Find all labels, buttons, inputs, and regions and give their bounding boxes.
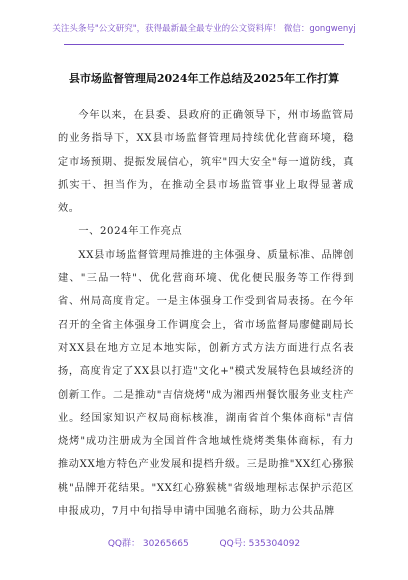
footer-qq-number: QQ号: 535304092 xyxy=(219,539,301,549)
paragraph-highlights: XX县市场监督管理局推进的主体强身、质量标准、品牌创建、"三品一特"、优化营商环境、优化便民服务等工作得到省、州局高度肯定。一是主体强身工作受到省局表扬。在今年召开的全省主体强身工作调度会上，省市场监督局廖健副局长对XX县在地方立足本地实际，创新方式方法方面进行点名表扬，高度肯定了XX县以打造"文化+"模式发展特色县域经济的创新工作。二是推动"吉信烧烤"成为湘西州餐饮服务业支柱产业。经国家知识产权局商标核准，湖南省首个集体商标"吉信烧烤"成功注册成为全国首件含地域性烧烤类集体商标，有力推动XX地方特色产业发展和提档升级。三是助推"XX红心猕猴桃"品牌开花结果。"XX红心猕猴桃"省级地理标志保护示范区申报成功，7月中旬指导申请中国驰名商标，助力公共品牌 xyxy=(58,249,354,518)
header-promo-note: 关注头条号"公文研究"，获得最新最全最专业的公文资料库！ 微信：gongwenyj xyxy=(52,24,356,34)
section-heading: 一、2024年工作亮点 xyxy=(78,226,183,238)
header-divider xyxy=(64,44,344,45)
footer-contact xyxy=(0,536,408,549)
document-title: 县市场监督管理局2024年工作总结及2025年工作打算 xyxy=(68,72,340,85)
paragraph-intro: 今年以来，在县委、县政府的正确领导下，州市场监管局的业务指导下，XX县市场监督管理局持续优化营商环境，稳定市场预期、提振发展信心，筑牢"四大安全"每一道防线，真抓实干、担当作为，在推动全县市场监管事业上取得显著成效。 xyxy=(58,110,354,215)
footer-qq-group: QQ群： 30265665 xyxy=(107,539,189,549)
document-body xyxy=(58,104,354,523)
